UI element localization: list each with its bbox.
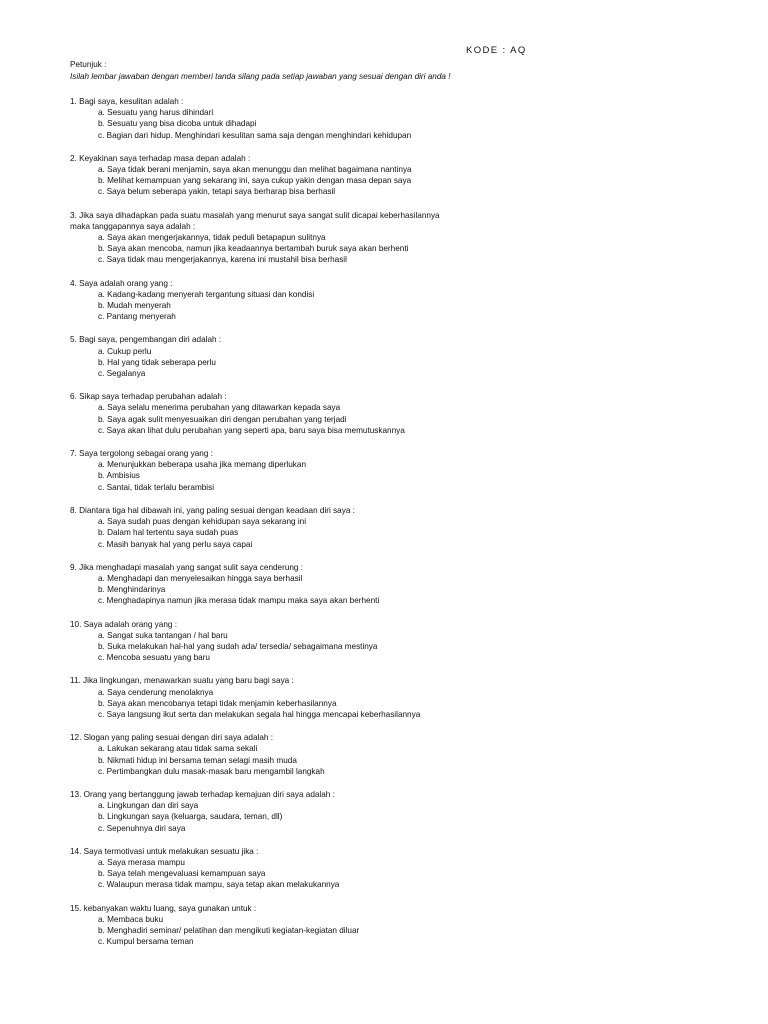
- question-text: 5. Bagi saya, pengembangan diri adalah :: [70, 335, 222, 345]
- instruction-text: Isilah lembar jawaban dengan memberi tanda silang pada setiap jawaban yang sesuai dengan diri anda !: [70, 72, 451, 81]
- option-c: c. Saya langsung ikut serta dan melakukan segala hal hingga mencapai keberhasilannya: [98, 709, 421, 719]
- option-c: c. Pertimbangkan dulu masak-masak baru mengambil langkah: [98, 766, 325, 776]
- option-b: b. Mudah menyerah: [98, 301, 171, 311]
- question-8: [70, 505, 730, 550]
- question-text: 14. Saya termotivasi untuk melakukan sesuatu jika :: [70, 846, 259, 856]
- question-text: 12. Slogan yang paling sesuai dengan diri saya adalah :: [70, 733, 274, 743]
- option-c: c. Saya belum seberapa yakin, tetapi saya berharap bisa berhasil: [98, 187, 336, 197]
- option-a: a. Sesuatu yang harus dihindari: [98, 108, 214, 118]
- option-b: b. Ambisius: [98, 471, 140, 481]
- option-c: c. Bagian dari hidup. Menghindari kesulitan sama saja dengan menghindari kehidupan: [98, 130, 412, 140]
- option-c: c. Walaupun merasa tidak mampu, saya tetap akan melakukannya: [98, 880, 340, 890]
- question-text: 10. Saya adalah orang yang :: [70, 619, 177, 629]
- option-a: a. Saya tidak berani menjamin, saya akan menunggu dan melihat bagaimana nantinya: [98, 165, 412, 175]
- question-3: [70, 210, 730, 266]
- option-a: a. Saya cenderung menolaknya: [98, 687, 214, 697]
- question-2: [70, 153, 730, 198]
- question-7: [70, 448, 730, 493]
- question-text: 8. Diantara tiga hal dibawah ini, yang paling sesuai dengan keadaan diri saya :: [70, 505, 355, 515]
- option-a: a. Kadang-kadang menyerah tergantung situasi dan kondisi: [98, 289, 315, 299]
- option-c: c. Saya akan lihat dulu perubahan yang seperti apa, baru saya bisa memutuskannya: [98, 425, 405, 435]
- option-c: c. Pantang menyerah: [98, 312, 176, 322]
- question-12: [70, 732, 730, 777]
- question-text: 13. Orang yang bertanggung jawab terhadap kemajuan diri saya adalah :: [70, 789, 335, 799]
- question-text: 1. Bagi saya, kesulitan adalah :: [70, 97, 184, 106]
- option-a: a. Lakukan sekarang atau tidak sama sekali: [98, 744, 258, 754]
- question-14: [70, 846, 730, 891]
- option-a: a. Menghadapi dan menyelesaikan hingga saya berhasil: [98, 573, 303, 583]
- question-text: 15. kebanyakan waktu luang, saya gunakan untuk :: [70, 903, 257, 913]
- question-10: [70, 619, 730, 664]
- question-text: 7. Saya tergolong sebagai orang yang :: [70, 449, 213, 459]
- option-b: b. Suka melakukan hal-hal yang sudah ada/ tersedia/ sebagaimana mestinya: [98, 641, 378, 651]
- question-text: 4. Saya adalah orang yang :: [70, 278, 173, 288]
- question-6: [70, 391, 730, 436]
- option-b: b. Menghindarinya: [98, 585, 166, 595]
- option-b: b. Saya akan mencoba, namun jika keadaannya bertambah buruk saya akan berhenti: [98, 244, 409, 254]
- option-b: b. Saya akan mencobanya tetapi tidak menjamin keberhasilannya: [98, 698, 337, 708]
- option-a: a. Lingkungan dan diri saya: [98, 801, 199, 811]
- question-1: [70, 96, 730, 141]
- option-a: a. Saya merasa mampu: [98, 857, 185, 867]
- question-11: [70, 675, 730, 720]
- option-c: c. Sepenuhnya diri saya: [98, 823, 186, 833]
- option-c: c. Menghadapinya namun jika merasa tidak mampu maka saya akan berhenti: [98, 596, 380, 606]
- option-c: c. Segalanya: [98, 369, 146, 379]
- option-c: c. Saya tidak mau mengerjakannya, karena ini mustahil bisa berhasil: [98, 255, 347, 265]
- question-15: [70, 903, 730, 948]
- question-9: [70, 562, 730, 607]
- option-b: b. Lingkungan saya (keluarga, saudara, teman, dll): [98, 812, 283, 822]
- option-a: a. Sangat suka tantangan / hal baru: [98, 630, 228, 640]
- question-text: 9. Jika menghadapi masalah yang sangat sulit saya cenderung :: [70, 562, 304, 572]
- option-a: a. Cukup perlu: [98, 346, 152, 356]
- option-a: a. Saya sudah puas dengan kehidupan saya sekarang ini: [98, 517, 307, 527]
- option-c: c. Mencoba sesuatu yang baru: [98, 653, 210, 663]
- option-a: a. Saya selalu menerima perubahan yang ditawarkan kepada saya: [98, 403, 341, 413]
- option-b: b. Menghadiri seminar/ pelatihan dan mengikuti kegiatan-kegiatan diluar: [98, 925, 360, 935]
- option-b: b. Melihat kemampuan yang sekarang ini, saya cukup yakin dengan masa depan saya: [98, 176, 412, 186]
- option-c: c. Santai, tidak terlalu berambisi: [98, 482, 215, 492]
- option-a: a. Saya akan mengerjakannya, tidak peduli betapapun sulitnya: [98, 233, 326, 243]
- question-4: [70, 278, 730, 323]
- option-c: c. Kumpul bersama teman: [98, 937, 194, 947]
- question-5: [70, 334, 730, 379]
- question-text: 2. Keyakinan saya terhadap masa depan adalah :: [70, 153, 251, 163]
- question-text: 6. Sikap saya terhadap perubahan adalah :: [70, 392, 227, 402]
- question-text: 11. Jika lingkungan, menawarkan suatu yang baru bagi saya :: [70, 676, 294, 686]
- question-text: 3. Jika saya dihadapkan pada suatu masalah yang menurut saya sangat sulit dicapai keberhasilannya maka tanggapannya saya adalah :: [70, 210, 440, 231]
- petunjuk-label: Petunjuk :: [70, 60, 107, 69]
- option-b: b. Sesuatu yang bisa dicoba untuk dihadapi: [98, 119, 257, 129]
- question-list: [70, 96, 730, 959]
- option-a: a. Menunjukkan beberapa usaha jika memang diperlukan: [98, 460, 307, 470]
- option-b: b. Dalam hal tertentu saya sudah puas: [98, 528, 239, 538]
- kode-label: KODE : AQ: [466, 45, 527, 56]
- option-b: b. Nikmati hidup ini bersama teman selagi masih muda: [98, 755, 297, 765]
- option-b: b. Saya agak sulit menyesuaikan diri dengan perubahan yang terjadi: [98, 414, 347, 424]
- option-b: b. Hal yang tidak seberapa perlu: [98, 357, 216, 367]
- option-c: c. Masih banyak hal yang perlu saya capai: [98, 539, 253, 549]
- option-a: a. Membaca buku: [98, 914, 164, 924]
- option-b: b. Saya telah mengevaluasi kemampuan saya: [98, 869, 266, 879]
- question-13: [70, 789, 730, 834]
